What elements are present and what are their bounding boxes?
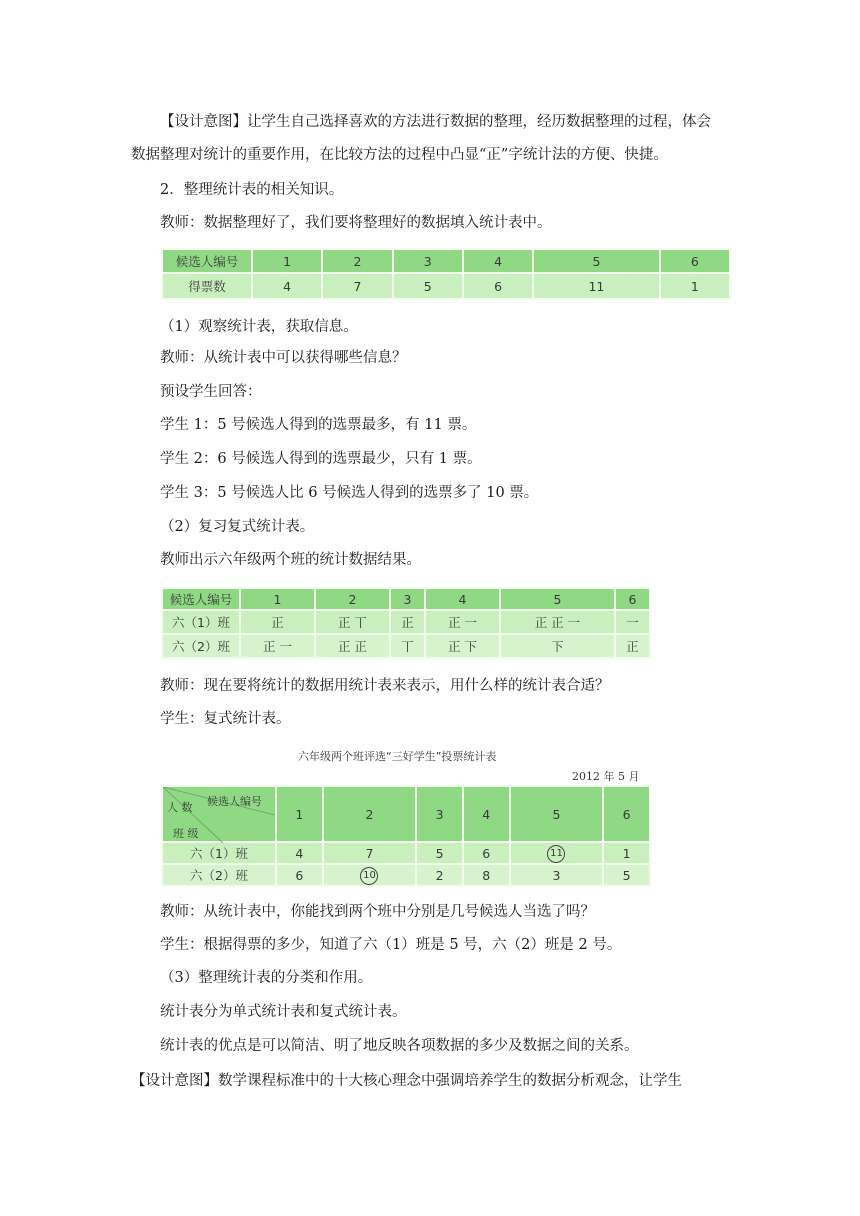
design-intent-line-3: 【设计意图】数学课程标准中的十大核心理念中强调培养学生的数据分析观念，让学生 — [131, 1073, 682, 1089]
table-cell: 正 丅 — [315, 610, 390, 634]
table-cell: 6 — [463, 842, 510, 864]
table-cell: 3 — [510, 864, 604, 886]
table-cell: 丅 — [390, 634, 425, 658]
table-cell: 正 一 — [240, 634, 315, 658]
table-cell: 6 — [463, 273, 533, 299]
teacher-line: 教师：数据整理好了，我们要将整理好的数据填入统计表中。 — [160, 215, 552, 231]
table-cell: 4 — [463, 786, 510, 842]
table-cell: 1 — [276, 786, 323, 842]
compound-stat-table — [161, 785, 651, 887]
table-cell: 5 — [416, 842, 463, 864]
single-stat-table — [161, 248, 731, 300]
advantage-line: 统计表的优点是可以简洁、明了地反映各项数据的多少及数据之间的关系。 — [160, 1038, 639, 1054]
winner-circle: 11 — [547, 845, 565, 863]
table-cell: 3 — [390, 588, 425, 610]
table-cell: 正 正 — [315, 634, 390, 658]
table-cell: 6 — [276, 864, 323, 886]
table-row-label: 六（1）班 — [162, 842, 276, 864]
step-3-heading: （3）整理统计表的分类和作用。 — [160, 970, 373, 986]
student-answer-3: 学生 3：5 号候选人比 6 号候选人得到的选票多了 10 票。 — [160, 485, 539, 501]
compound-table-date: 2012 年 5 月 — [572, 770, 640, 783]
table-cell: 4 — [463, 249, 533, 273]
table-row-label: 六（2）班 — [162, 634, 240, 658]
table-cell: 正 下 — [425, 634, 500, 658]
table-cell: 5 — [393, 273, 463, 299]
table-cell: 1 — [660, 273, 730, 299]
table-cell: 正 — [390, 610, 425, 634]
table-header-label: 候选人编号 — [162, 588, 240, 610]
table-cell: 3 — [393, 249, 463, 273]
table-cell: 2 — [315, 588, 390, 610]
table-cell: 2 — [322, 249, 392, 273]
table-cell: 正 — [240, 610, 315, 634]
student-answer-1: 学生 1：5 号候选人得到的选票最多，有 11 票。 — [160, 417, 477, 433]
table-cell: 6 — [615, 588, 650, 610]
table-cell: 3 — [416, 786, 463, 842]
design-intent-line-2: 数据整理对统计的重要作用，在比较方法的过程中凸显“正”字统计法的方便、快捷。 — [131, 147, 668, 163]
table-cell: 5 — [603, 864, 650, 886]
table-cell: 5 — [500, 588, 615, 610]
table-cell: 5 — [533, 249, 659, 273]
table-row-label: 得票数 — [162, 273, 252, 299]
teacher-question-2: 教师：现在要将统计的数据用统计表来表示，用什么样的统计表合适？ — [160, 678, 610, 694]
table-cell: 2 — [323, 786, 417, 842]
step-2-heading: （2）复习复式统计表。 — [160, 519, 315, 535]
table-cell: 正 正 一 — [500, 610, 615, 634]
table-cell: 7 — [322, 273, 392, 299]
table-cell-winner — [510, 842, 604, 864]
student-answer-5: 学生：根据得票的多少，知道了六（1）班是 5 号，六（2）班是 2 号。 — [160, 937, 622, 953]
classification-line: 统计表分为单式统计表和复式统计表。 — [160, 1004, 407, 1020]
table-row — [162, 610, 650, 634]
step-1-heading: （1）观察统计表，获取信息。 — [160, 319, 358, 335]
corner-label-candidate: 候选人编号 — [207, 795, 262, 808]
table-cell: 一 — [615, 610, 650, 634]
winner-circle: 10 — [360, 867, 378, 885]
corner-label-count: 人 数 — [167, 801, 193, 814]
table-cell: 1 — [603, 842, 650, 864]
table-header-label: 候选人编号 — [162, 249, 252, 273]
preset-answers-label: 预设学生回答： — [160, 384, 262, 400]
table-row-label: 六（1）班 — [162, 610, 240, 634]
design-intent-line-1: 【设计意图】让学生自己选择喜欢的方法进行数据的整理，经历数据整理的过程，体会 — [160, 114, 711, 130]
table-cell: 1 — [240, 588, 315, 610]
corner-label-class: 班 级 — [173, 827, 199, 840]
table-row — [162, 842, 650, 864]
student-answer-2: 学生 2：6 号候选人得到的选票最少，只有 1 票。 — [160, 451, 482, 467]
table-cell: 2 — [416, 864, 463, 886]
tally-table — [161, 587, 651, 659]
table-cell: 6 — [603, 786, 650, 842]
teacher-shows-data: 教师出示六年级两个班的统计数据结果。 — [160, 552, 421, 568]
student-answer-4: 学生：复式统计表。 — [160, 711, 291, 727]
table-corner-cell — [162, 786, 276, 842]
table-cell: 正 — [615, 634, 650, 658]
table-cell: 11 — [533, 273, 659, 299]
table-cell: 7 — [323, 842, 417, 864]
table-row — [162, 634, 650, 658]
table-cell: 4 — [425, 588, 500, 610]
table-cell: 下 — [500, 634, 615, 658]
table-cell: 6 — [660, 249, 730, 273]
section-heading: 2．整理统计表的相关知识。 — [160, 182, 344, 198]
table-cell: 1 — [252, 249, 322, 273]
table-cell: 5 — [510, 786, 604, 842]
table-cell: 正 一 — [425, 610, 500, 634]
teacher-question: 教师：从统计表中可以获得哪些信息？ — [160, 350, 407, 366]
teacher-question-3: 教师：从统计表中，你能找到两个班中分别是几号候选人当选了吗？ — [160, 904, 595, 920]
table-cell: 8 — [463, 864, 510, 886]
table-row — [162, 864, 650, 886]
compound-table-title: 六年级两个班评选“三好学生”投票统计表 — [298, 750, 497, 763]
table-cell: 4 — [252, 273, 322, 299]
table-cell: 4 — [276, 842, 323, 864]
table-cell-winner — [323, 864, 417, 886]
table-row-label: 六（2）班 — [162, 864, 276, 886]
